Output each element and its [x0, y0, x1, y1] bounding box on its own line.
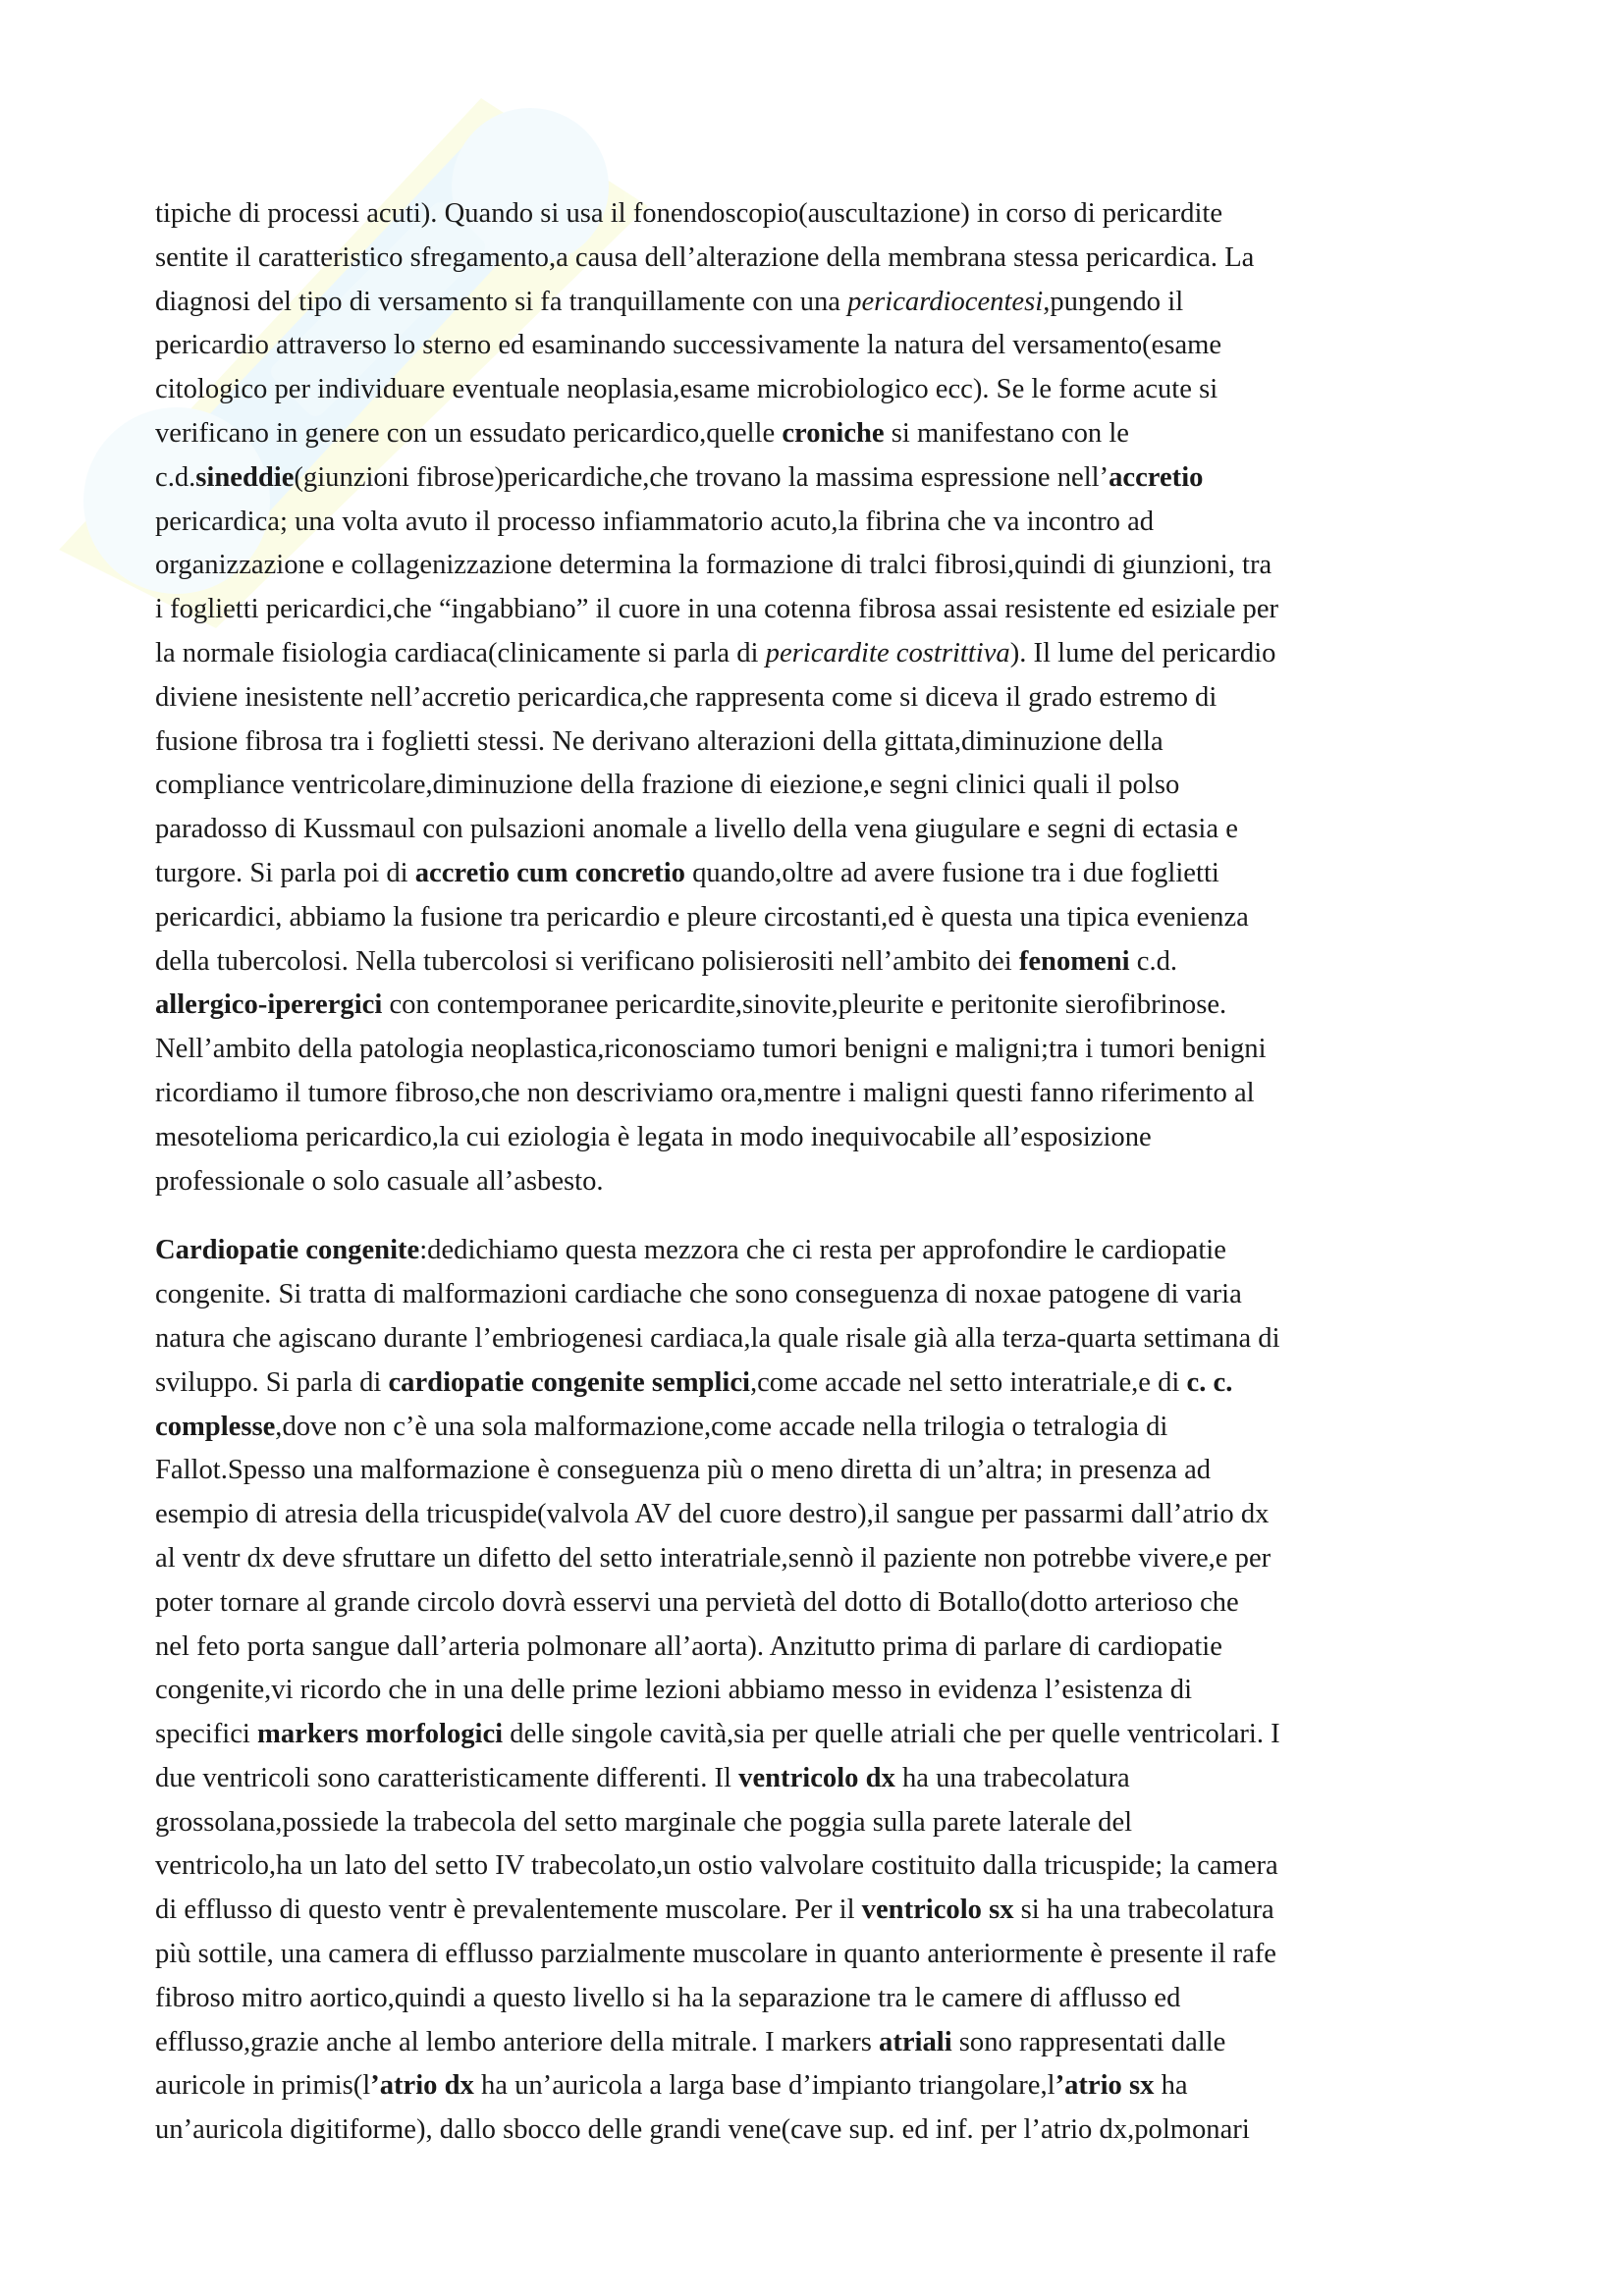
text-line [155, 1317, 1483, 1362]
text-run: di efflusso di questo ventr è prevalentemente muscolare. Per il [155, 1895, 862, 1926]
text-run: diagnosi del tipo di versamento si fa tranquillamente con una [155, 286, 848, 317]
text-run: al ventr dx deve sfruttare un difetto del setto interatriale,sennò il paziente non potrebbe vivere,e per [155, 1542, 1271, 1574]
bold-term: complesse [155, 1411, 276, 1442]
text-line [155, 1933, 1483, 1977]
text-run: turgore. Si parla poi di [155, 857, 415, 888]
text-run: Fallot.Spesso una malformazione è conseguenza più o meno diretta di un’altra; in presenza ad [155, 1455, 1212, 1486]
text-run: specifici [155, 1719, 258, 1750]
text-run: ,pungendo il [1043, 286, 1184, 317]
paragraph-gap [155, 1203, 1483, 1229]
bold-term: accretio [1109, 461, 1204, 493]
text-run: congenite,vi ricordo che in una delle prime lezioni abbiamo messo in evidenza l’esistenza di [155, 1675, 1193, 1706]
text-line [155, 852, 1483, 896]
text-run: più sottile, una camera di efflusso parzialmente muscolare in quanto anteriormente è presente il rafe [155, 1939, 1276, 1970]
text-run: ricordiamo il tumore fibroso,che non descriviamo ora,mentre i maligni questi fanno riferimento al [155, 1077, 1255, 1108]
text-run: pericardica; una volta avuto il processo infiammatorio acuto,la fibrina che va incontro ad [155, 506, 1155, 537]
bold-term: c. c. [1186, 1366, 1233, 1398]
bold-term: ’atrio sx [1055, 2070, 1155, 2102]
text-run: ,dove non c’è una sola malformazione,come accade nella trilogia o tetralogia di [275, 1411, 1168, 1442]
text-line [155, 544, 1483, 588]
text-line [155, 2109, 1483, 2153]
italic-term: pericardite costrittiva [765, 637, 1010, 668]
text-run: esempio di atresia della tricuspide(valvola AV del cuore destro),il sangue per passarmi dall’atrio dx [155, 1499, 1270, 1530]
text-line [155, 2064, 1483, 2109]
text-line [155, 1362, 1483, 1406]
text-run: nel feto porta sangue dall’arteria polmonare all’aorta). Anzitutto prima di parlare di cardiopatie [155, 1630, 1222, 1662]
text-line [155, 281, 1483, 325]
text-line [155, 632, 1483, 676]
text-run: (giunzioni fibrose)pericardiche,che trovano la massima espressione nell’ [294, 461, 1109, 493]
text-line [155, 1537, 1483, 1581]
bold-term: atriali [879, 2026, 952, 2057]
text-line [155, 984, 1483, 1028]
text-line [155, 1801, 1483, 1845]
text-line [155, 1626, 1483, 1670]
bold-term: Cardiopatie congenite [155, 1235, 420, 1266]
text-line [155, 1889, 1483, 1933]
text-run: ha [1154, 2070, 1188, 2102]
text-line [155, 588, 1483, 632]
text-line [155, 1713, 1483, 1757]
text-line [155, 1072, 1483, 1116]
text-line [155, 368, 1483, 412]
text-run: quando,oltre ad avere fusione tra i due foglietti [684, 857, 1219, 888]
text-line [155, 1449, 1483, 1493]
text-run: la normale fisiologia cardiaca(clinicamente si parla di [155, 637, 766, 668]
text-line [155, 324, 1483, 368]
text-run: c.d. [1129, 945, 1178, 977]
text-run: diviene inesistente nell’accretio pericardica,che rappresenta come si diceva il grado estremo di [155, 681, 1217, 713]
bold-term: ventricolo sx [861, 1895, 1014, 1926]
text-line [155, 1977, 1483, 2021]
text-run: pericardici, abbiamo la fusione tra pericardio e pleure circostanti,ed è questa una tipica evenienza [155, 901, 1249, 933]
text-line [155, 1406, 1483, 1450]
text-run: sentite il caratteristico sfregamento,a causa dell’alterazione della membrana stessa pericardica. La [155, 241, 1255, 273]
bold-term: sineddie [195, 461, 295, 493]
text-run: pericardio attraverso lo sterno ed esaminando successivamente la natura del versamento(esame [155, 330, 1222, 361]
text-line [155, 676, 1483, 721]
text-run: c.d. [155, 461, 196, 493]
text-run: si manifestano con le [884, 417, 1129, 449]
text-run: poter tornare al grande circolo dovrà esservi una pervietà del dotto di Botallo(dotto arterioso che [155, 1586, 1239, 1618]
text-line [155, 1116, 1483, 1160]
text-run: :dedichiamo questa mezzora che ci resta per approfondire le cardiopatie [419, 1235, 1226, 1266]
text-line [155, 1273, 1483, 1317]
text-line [155, 1160, 1483, 1204]
text-run: ). Il lume del pericardio [1009, 637, 1276, 668]
text-run: grossolana,possiede la trabecola del setto marginale che poggia sulla parete laterale del [155, 1806, 1133, 1838]
text-line [155, 192, 1483, 237]
bold-term: fenomeni [1018, 945, 1130, 977]
text-run: fusione fibrosa tra i foglietti stessi. Ne derivano alterazioni della gittata,diminuzione della [155, 725, 1163, 757]
text-line [155, 1028, 1483, 1072]
bold-term: ventricolo dx [738, 1762, 895, 1793]
paragraph-cardiopatie-congenite [155, 1229, 1483, 2153]
text-run: i foglietti pericardici,che “ingabbiano” il cuore in una cotenna fibrosa assai resistente ed esiziale per [155, 594, 1279, 625]
text-run: sono rappresentati dalle [951, 2026, 1226, 2057]
text-line [155, 501, 1483, 545]
text-run: compliance ventricolare,diminuzione della frazione di eiezione,e segni clinici quali il polso [155, 770, 1180, 801]
text-run: delle singole cavità,sia per quelle atriali che per quelle ventricolari. I [503, 1719, 1280, 1750]
text-line [155, 412, 1483, 456]
text-run: citologico per individuare eventuale neoplasia,esame microbiologico ecc). Se le forme acute si [155, 374, 1218, 405]
text-run: Nell’ambito della patologia neoplastica,riconosciamo tumori benigni e maligni;tra i tumori benigni [155, 1034, 1267, 1065]
text-line [155, 1757, 1483, 1801]
text-run: della tubercolosi. Nella tubercolosi si verificano polisierositi nell’ambito dei [155, 945, 1019, 977]
page-content [155, 192, 1483, 2153]
text-run: con contemporanee pericardite,sinovite,pleurite e peritonite sierofibrinose. [382, 989, 1227, 1021]
text-line [155, 1229, 1483, 1273]
paragraph-pericardite [155, 192, 1483, 1203]
text-run: professionale o solo casuale all’asbesto. [155, 1165, 604, 1197]
bold-term: markers morfologici [257, 1719, 504, 1750]
text-run: paradosso di Kussmaul con pulsazioni anomale a livello della vena giugulare e segni di ectasia e [155, 814, 1238, 845]
text-run: si ha una trabecolatura [1013, 1895, 1274, 1926]
text-line [155, 940, 1483, 985]
bold-term: ’atrio dx [370, 2070, 474, 2102]
text-run: due ventricoli sono caratteristicamente differenti. Il [155, 1762, 739, 1793]
text-run: fibroso mitro aortico,quindi a questo livello si ha la separazione tra le camere di afflusso ed [155, 1982, 1181, 2013]
text-line [155, 1581, 1483, 1626]
bold-term: croniche [782, 417, 885, 449]
text-run: congenite. Si tratta di malformazioni cardiache che sono conseguenza di noxae patogene di varia [155, 1279, 1242, 1310]
text-line [155, 764, 1483, 808]
text-run: tipiche di processi acuti). Quando si usa il fonendoscopio(auscultazione) in corso di pericardite [155, 198, 1223, 229]
text-run: sviluppo. Si parla di [155, 1366, 389, 1398]
text-run: ventricolo,ha un lato del setto IV trabecolato,un ostio valvolare costituito dalla tricuspide; la camera [155, 1850, 1278, 1882]
text-run: organizzazione e collagenizzazione determina la formazione di tralci fibrosi,quindi di giunzioni, tra [155, 550, 1272, 581]
text-line [155, 1669, 1483, 1713]
text-run: auricole in primis(l [155, 2070, 371, 2102]
text-line [155, 237, 1483, 281]
text-run: verificano in genere con un essudato pericardico,quelle [155, 417, 783, 449]
text-line [155, 896, 1483, 940]
text-run: ha un’auricola a larga base d’impianto triangolare,l [473, 2070, 1055, 2102]
text-run: ,come accade nel setto interatriale,e di [749, 1366, 1187, 1398]
text-line [155, 1493, 1483, 1537]
text-line [155, 2021, 1483, 2065]
bold-term: allergico-iperergici [155, 989, 383, 1021]
bold-term: cardiopatie congenite semplici [388, 1366, 750, 1398]
text-line [155, 456, 1483, 501]
text-line [155, 808, 1483, 852]
text-run: ha una trabecolatura [894, 1762, 1130, 1793]
text-run: efflusso,grazie anche al lembo anteriore della mitrale. I markers [155, 2026, 880, 2057]
text-run: mesotelioma pericardico,la cui eziologia è legata in modo inequivocabile all’esposizione [155, 1121, 1152, 1152]
bold-term: accretio cum concretio [414, 857, 685, 888]
text-line [155, 721, 1483, 765]
text-run: un’auricola digitiforme), dallo sbocco delle grandi vene(cave sup. ed inf. per l’atrio dx,polmonari [155, 2114, 1250, 2146]
text-run: natura che agiscano durante l’embriogenesi cardiaca,la quale risale già alla terza-quarta settimana di [155, 1322, 1280, 1354]
text-line [155, 1844, 1483, 1889]
italic-term: pericardiocentesi [847, 286, 1044, 317]
